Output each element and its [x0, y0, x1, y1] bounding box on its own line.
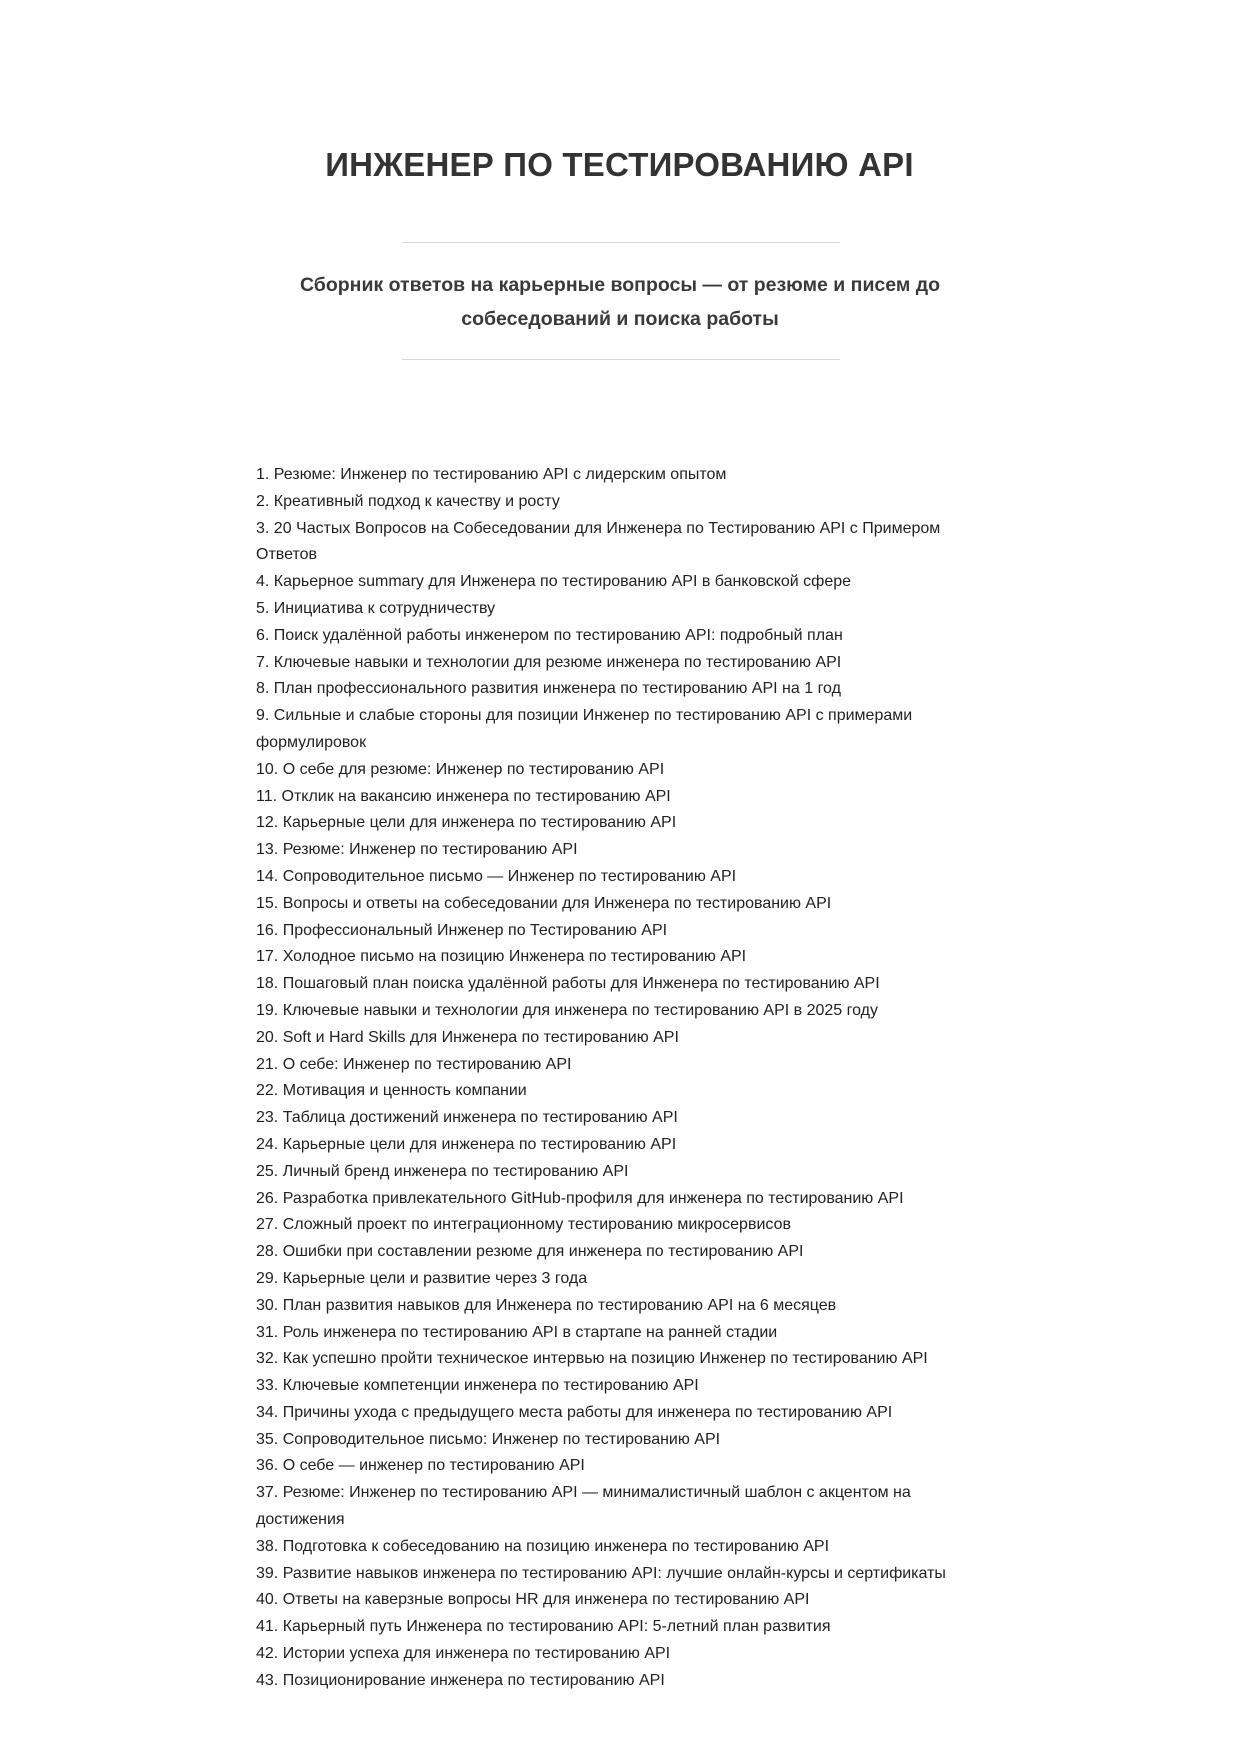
toc-item[interactable]: 32. Как успешно пройти техническое интервью на позицию Инженер по тестированию API	[256, 1350, 928, 1368]
toc-item[interactable]: 16. Профессиональный Инженер по Тестированию API	[256, 921, 668, 939]
toc-item[interactable]: 24. Карьерные цели для инженера по тестированию API	[256, 1135, 677, 1153]
toc-item[interactable]: 12. Карьерные цели для инженера по тестированию API	[256, 814, 677, 832]
toc-item[interactable]: 19. Ключевые навыки и технологии для инженера по тестированию API в 2025 году	[256, 1001, 878, 1019]
toc-item[interactable]: 8. План профессионального развития инженера по тестированию API на 1 год	[256, 680, 841, 698]
toc-item[interactable]: 17. Холодное письмо на позицию Инженера по тестированию API	[256, 948, 747, 966]
toc-item[interactable]: 23. Таблица достижений инженера по тестированию API	[256, 1109, 678, 1127]
toc-item[interactable]: 9. Сильные и слабые стороны для позиции Инженер по тестированию API с примерами формулировок	[256, 707, 913, 751]
toc-item[interactable]: 29. Карьерные цели и развитие через 3 года	[256, 1269, 588, 1287]
toc-item[interactable]: 27. Сложный проект по интеграционному тестированию микросервисов	[256, 1216, 791, 1234]
page-subtitle: Сборник ответов на карьерные вопросы — от резюме и писем до собеседований и поиска работы	[299, 274, 940, 330]
toc-item[interactable]: 35. Сопроводительное письмо: Инженер по тестированию API	[256, 1430, 721, 1448]
toc-item[interactable]: 34. Причины ухода с предыдущего места работы для инженера по тестированию API	[256, 1403, 893, 1421]
toc-item[interactable]: 37. Резюме: Инженер по тестированию API — минималистичный шаблон с акцентом на достижения	[256, 1484, 911, 1529]
toc-item[interactable]: 7. Ключевые навыки и технологии для резюме инженера по тестированию API	[256, 653, 842, 671]
toc-item[interactable]: 30. План развития навыков для Инженера по тестированию API на 6 месяцев	[256, 1296, 837, 1314]
toc-item[interactable]: 42. Истории успеха для инженера по тестированию API	[256, 1645, 671, 1663]
toc-item[interactable]: 6. Поиск удалённой работы инженером по тестированию API: подробный план	[256, 626, 843, 644]
toc-item[interactable]: 3. 20 Частых Вопросов на Собеседовании для Инженера по Тестированию API с Примером Ответов	[256, 519, 941, 564]
toc-item[interactable]: 22. Мотивация и ценность компании	[256, 1082, 527, 1100]
toc-item[interactable]: 28. Ошибки при составлении резюме для инженера по тестированию API	[256, 1243, 804, 1261]
toc-item[interactable]: 36. О себе — инженер по тестированию API	[256, 1457, 585, 1475]
toc-item[interactable]: 14. Сопроводительное письмо — Инженер по тестированию API	[256, 867, 737, 885]
toc-item[interactable]: 38. Подготовка к собеседованию на позицию инженера по тестированию API	[256, 1537, 830, 1555]
toc-item[interactable]: 2. Креативный подход к качеству и росту	[256, 492, 560, 510]
toc-item[interactable]: 13. Резюме: Инженер по тестированию API	[256, 841, 578, 859]
toc-item[interactable]: 11. Отклик на вакансию инженера по тестированию API	[256, 787, 671, 805]
toc-item[interactable]: 41. Карьерный путь Инженера по тестированию API: 5-летний план развития	[256, 1618, 831, 1636]
toc-item[interactable]: 18. Пошаговый план поиска удалённой работы для Инженера по тестированию API	[256, 975, 880, 993]
toc-item[interactable]: 26. Разработка привлекательного GitHub-профиля для инженера по тестированию API	[256, 1189, 904, 1207]
toc-item[interactable]: 1. Резюме: Инженер по тестированию API с лидерским опытом	[256, 466, 727, 483]
toc-item[interactable]: 43. Позиционирование инженера по тестированию API	[256, 1671, 665, 1689]
toc-item[interactable]: 31. Роль инженера по тестированию API в стартапе на ранней стадии	[256, 1323, 778, 1341]
toc-item[interactable]: 39. Развитие навыков инженера по тестированию API: лучшие онлайн-курсы и сертификаты	[256, 1564, 946, 1582]
toc-item[interactable]: 15. Вопросы и ответы на собеседовании для Инженера по тестированию API	[256, 894, 832, 912]
toc-item[interactable]: 10. О себе для резюме: Инженер по тестированию API	[256, 760, 665, 778]
divider-bottom	[402, 359, 840, 360]
toc-item[interactable]: 25. Личный бренд инженера по тестированию API	[256, 1162, 629, 1180]
toc-item[interactable]: 20. Soft и Hard Skills для Инженера по тестированию API	[256, 1028, 679, 1046]
toc-item[interactable]: 4. Карьерное summary для Инженера по тестированию API в банковской сфере	[256, 573, 852, 591]
divider-top	[402, 242, 840, 243]
page-title: ИНЖЕНЕР ПО ТЕСТИРОВАНИЮ API	[325, 146, 914, 183]
toc-item[interactable]: 33. Ключевые компетенции инженера по тестированию API	[256, 1377, 699, 1395]
toc-item[interactable]: 40. Ответы на каверзные вопросы HR для инженера по тестированию API	[256, 1591, 810, 1609]
toc-item[interactable]: 5. Инициатива к сотрудничеству	[256, 599, 496, 617]
table-of-contents	[256, 462, 981, 1695]
toc-item[interactable]: 21. О себе: Инженер по тестированию API	[256, 1055, 572, 1073]
